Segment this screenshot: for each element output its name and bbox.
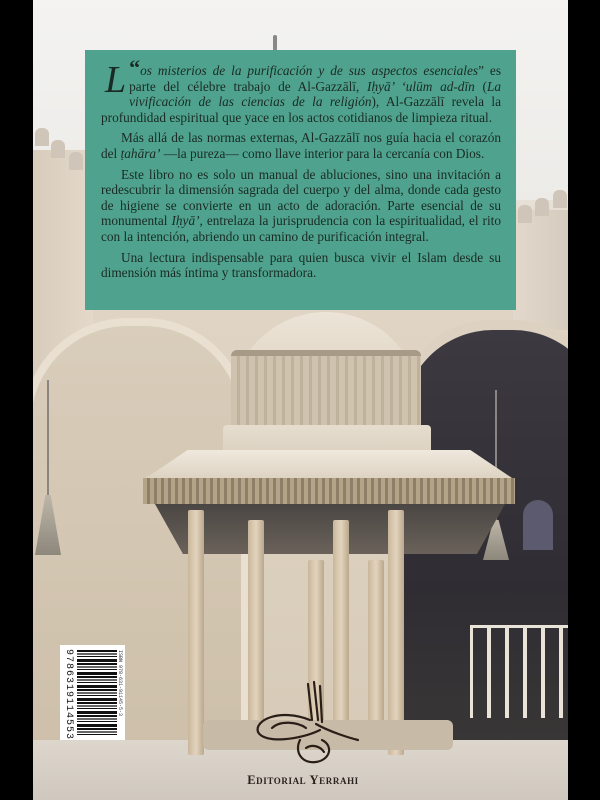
merlon-icon	[69, 152, 83, 170]
blurb-paragraph-2	[101, 130, 501, 161]
merlon-icon	[51, 140, 65, 158]
finial	[273, 35, 277, 51]
quoted-title: os misterios de la purificación y de sus aspectos esenciales	[140, 63, 479, 78]
merlon-icon	[35, 128, 49, 146]
isbn-barcode	[60, 645, 125, 740]
opening-quote: “	[129, 55, 141, 80]
term-ihya: Iḥyā’	[171, 213, 200, 229]
fountain-canopy-roof	[143, 450, 515, 480]
work-title: Iḥyā’ ‘ulūm ad-dīn	[367, 78, 475, 94]
blurb-text: ), Al-Gazzālī revela la profundidad espiritual que yace en los actos cotidianos de limpieza ritual.	[101, 94, 502, 125]
fountain-carved-frieze	[143, 478, 515, 504]
fountain-column	[188, 510, 204, 755]
isbn-digits: 9786319114553	[63, 649, 74, 741]
blurb-text: (	[474, 78, 487, 94]
minbar-railing	[470, 625, 568, 718]
barcode-bars-icon	[77, 650, 117, 736]
right-crenellated-wall	[513, 210, 568, 330]
stained-glass-window	[523, 500, 553, 550]
canopy-underside	[155, 504, 505, 554]
blurb-text: —la pureza— como llave interior para la cercanía con Dios.	[160, 145, 485, 161]
work-translation: La vivificación de las ciencias de la religión	[129, 78, 501, 110]
merlon-icon	[553, 190, 567, 208]
fountain-column	[368, 560, 384, 730]
lamp-chain	[47, 380, 49, 500]
blurb-paragraph-3	[101, 167, 501, 245]
blurb-panel	[85, 50, 516, 310]
merlon-icon	[535, 198, 549, 216]
closing-quote: ”	[478, 63, 484, 78]
blurb-text: Este libro no es solo un manual de abluciones, sino una invitación a redescubrir la dimensión sagrada del cuerpo y del alma, donde cada gesto de higiene se convierte en un acto de adoración. Parte esencial de su monumental	[101, 166, 501, 229]
fountain-drum	[231, 350, 421, 436]
term-tahara: ṭahāra’	[120, 145, 161, 161]
isbn-small-text: ISBN 978-631-91145-5-3	[117, 650, 123, 717]
blurb-paragraph-1	[101, 55, 502, 125]
publisher-name: Editorial Yerrahi	[247, 773, 359, 787]
blurb-text: , entrelaza la jurisprudencia con la espiritualidad, el rito con la intención, abriendo un camino de purificación integral.	[101, 213, 501, 244]
tughra-calligraphy-icon	[250, 680, 360, 770]
dropcap-letter: L	[105, 59, 127, 101]
fountain-column	[388, 510, 404, 755]
blurb-text: es parte del célebre trabajo de Al-Gazzālī,	[129, 63, 501, 94]
merlon-icon	[518, 205, 532, 223]
blurb-paragraph-4: Una lectura indispensable para quien busca vivir el Islam desde su dimensión más íntima y transformadora.	[101, 249, 501, 281]
blurb-text: Más allá de las normas externas, Al-Gazzālī nos guía hacia el corazón del	[101, 130, 501, 161]
